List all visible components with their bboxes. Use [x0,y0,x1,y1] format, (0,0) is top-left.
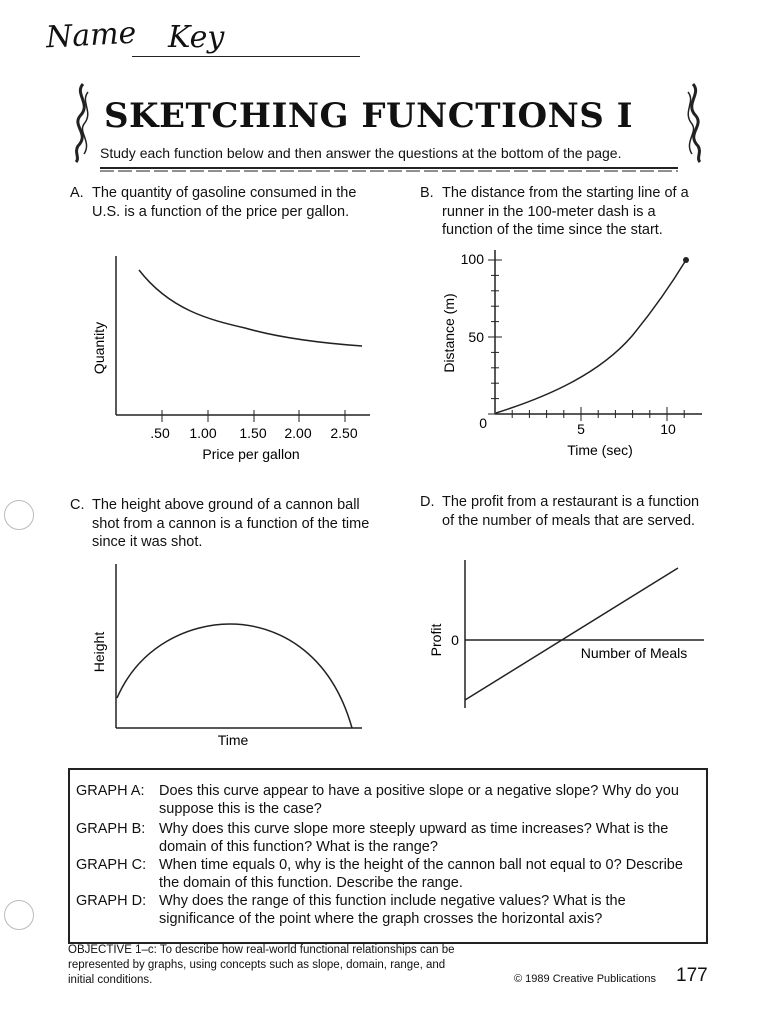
question-graph-d [76,892,704,928]
graph-b [440,248,710,468]
graph-a-tick-label: 1.50 [239,425,267,441]
problem-d-letter: D. [420,494,435,510]
graph-d-line [465,568,678,700]
problem-b-text: The distance from the starting line of a runner in the 100-meter dash is a function of the time since the start. [442,185,689,238]
name-label: Name [45,15,138,56]
graph-c [80,560,380,760]
question-graph-a [76,782,704,818]
question-label: GRAPH D: [76,893,147,909]
graph-c-curve [117,624,352,728]
question-label: GRAPH B: [76,821,146,837]
binder-hole-mark [4,500,34,530]
problem-b [420,184,710,240]
problem-c-text: The height above ground of a cannon ball shot from a cannon is a function of the time since it was shot. [92,497,370,550]
graph-a-tick-label: .50 [150,425,170,441]
graph-b-endpoint [683,257,689,263]
graph-a-tick-label: 2.00 [284,425,312,441]
graph-a-x-ticks [162,410,345,422]
page-number: 177 [676,965,708,986]
graph-c-y-label: Height [91,631,107,673]
question-label: GRAPH A: [76,783,145,799]
right-ornament-icon [680,82,706,164]
problem-a-letter: A. [70,185,84,201]
question-text: Does this curve appear to have a positive slope or a negative slope? Why do you suppose this is the case? [159,783,679,817]
graph-d [430,556,710,716]
problem-a [70,184,370,221]
graph-a-y-label: Quantity [91,321,107,375]
graph-b-ytick-label: 100 [460,251,484,267]
problem-c [70,496,370,552]
question-text: Why does this curve slope more steeply upward as time increases? What is the domain of this function? What is the range? [159,821,669,855]
graph-b-y-label: Distance (m) [441,293,457,373]
graph-a-tick-label: 2.50 [330,425,358,441]
page-title: SKETCHING FUNCTIONS I [104,96,633,136]
graph-b-xtick-label: 5 [577,421,585,437]
objective-text: OBJECTIVE 1–c: To describe how real-world functional relationships can be represented by graphs, using concepts such as slope, domain, range, and initial conditions. [68,944,455,986]
question-label: GRAPH C: [76,857,147,873]
binder-hole-mark [4,900,34,930]
graph-a [80,250,380,470]
question-text: Why does the range of this function include negative values? What is the significance of the point where the graph crosses the horizontal axis? [159,893,626,927]
graph-a-tick-label: 1.00 [189,425,217,441]
graph-c-x-label: Time [217,732,249,748]
graph-b-x-label: Time (sec) [567,442,633,458]
copyright: © 1989 Creative Publications [514,973,657,985]
name-value[interactable]: Key [168,20,225,55]
graph-d-x-label: Number of Meals [580,645,688,661]
graph-a-x-label: Price per gallon [202,446,300,462]
graph-d-zero-label: 0 [451,632,459,648]
name-underline [132,56,360,57]
question-graph-c [76,856,704,892]
graph-d-y-label: Profit [428,623,444,657]
graph-b-xtick-label: 10 [660,421,676,437]
problem-a-text: The quantity of gasoline consumed in the U.S. is a function of the price per gallon. [92,185,357,220]
instructions: Study each function below and then answer the questions at the bottom of the page. [100,145,622,161]
left-ornament-icon [70,82,96,164]
graph-b-ytick-label: 50 [468,329,484,345]
decorative-rule [100,166,678,172]
graph-b-curve [496,260,686,413]
problem-d-text: The profit from a restaurant is a function of the number of meals that are served. [442,494,700,529]
graph-a-curve [139,270,362,346]
problem-b-letter: B. [420,185,434,201]
questions-box [68,768,708,944]
question-graph-b [76,820,704,856]
problem-d [420,493,710,530]
question-text: When time equals 0, why is the height of the cannon ball not equal to 0? Describe the domain of this function. Describe the range. [159,857,683,891]
graph-b-ytick-label: 0 [479,415,487,431]
problem-c-letter: C. [70,497,85,513]
